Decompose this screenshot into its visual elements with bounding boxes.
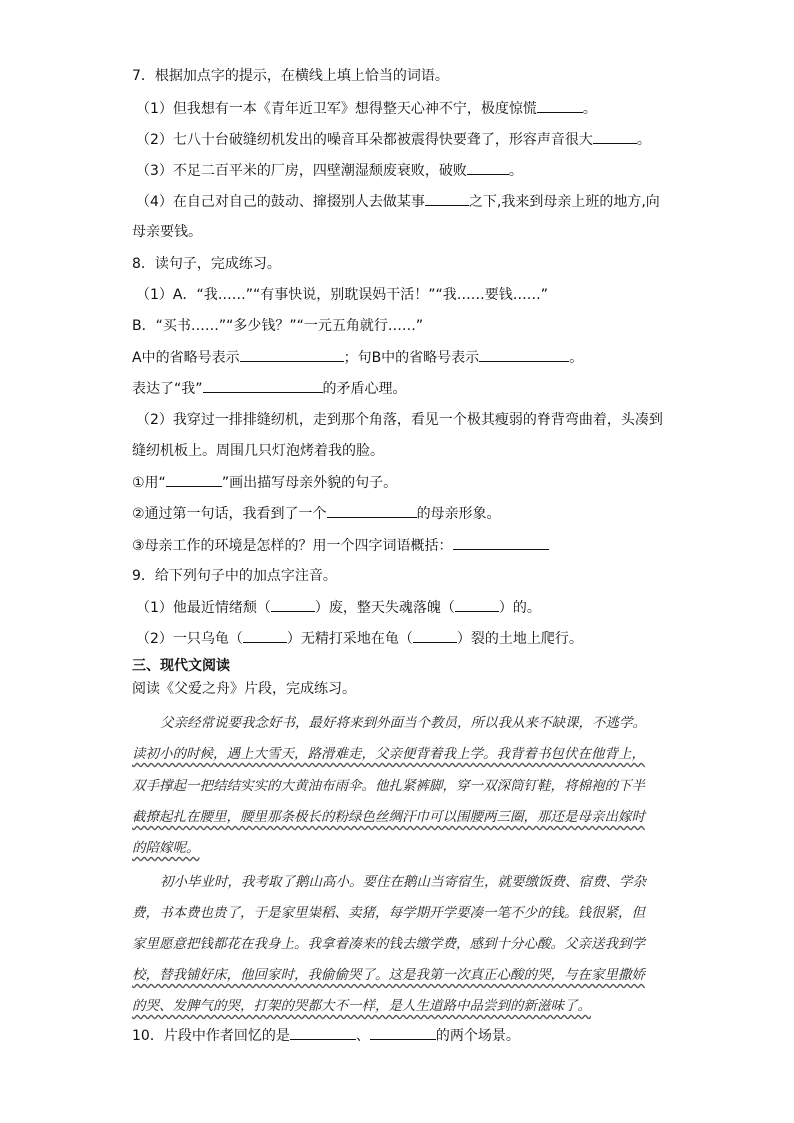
q8-contradiction-question: 表达了“我” 的矛盾心理。 (132, 378, 407, 399)
passage-p1-line4: 截撩起扎在腰里，腰里那条极长的粉绿色丝绸汗巾可以围腰两三圈，那还是母亲出嫁时 (132, 809, 645, 825)
answer-blank[interactable] (467, 160, 509, 175)
q8-ellipsis-question: A中的省略号表示 ；句B中的省略号表示 。 (132, 347, 583, 368)
q8-sub2-line1: （2）我穿过一排排缝纫机，走到那个角落，看见一个极其瘦弱的脊背弯曲着，头凑到 (136, 412, 663, 428)
answer-blank[interactable] (243, 628, 287, 643)
q8-sub1-a: （1）A．“我……”“有事快说，别耽误妈干活！”“我……要钱……” (136, 287, 549, 303)
answer-blank[interactable] (453, 535, 549, 550)
passage-p2-line4: 校，替我铺好床，他回家时，我偷偷哭了。这是我第一次真正心酸的哭，与在家里撒娇 (132, 967, 645, 983)
answer-blank[interactable] (240, 347, 344, 362)
passage-p1-line1: 父亲经常说要我念好书，最好将来到外面当个教员，所以我从来不缺课，不逃学。 (160, 715, 646, 731)
answer-blank[interactable] (479, 347, 569, 362)
answer-blank[interactable] (425, 191, 469, 206)
q7-item-2: （2）七八十台破缝纫机发出的噪音耳朵都被震得快要聋了，形容声音很大 。 (136, 129, 651, 150)
answer-blank[interactable] (370, 1025, 436, 1040)
q10: 10．片段中作者回忆的是 、 的两个场景。 (132, 1025, 520, 1046)
q9-title: 9．给下列句子中的加点字注音。 (132, 568, 337, 584)
passage-p1-line3: 双手撑起一把结结实实的大黄油布雨伞。他扎紧裤脚，穿一双深筒钉鞋，将棉袍的下半 (132, 778, 645, 794)
answer-blank[interactable] (455, 597, 499, 612)
q9-item-1: （1）他最近情绪颓（ ）废，整天失魂落魄（ ）的。 (136, 597, 541, 618)
passage-p2-line5: 的哭、发脾气的哭，打架的哭都大不一样，是人生道路中品尝到的新滋味了。 (132, 998, 591, 1014)
q8-circle2: ②通过第一句话，我看到了一个 的母亲形象。 (132, 503, 501, 524)
answer-blank[interactable] (593, 129, 637, 144)
answer-blank[interactable] (166, 472, 222, 487)
q7-item-4-continued: 母亲要钱。 (132, 224, 202, 240)
passage-p2-line3: 家里愿意把钱都花在我身上。我拿着凑来的钱去缴学费，感到十分心酸。父亲送我到学 (132, 936, 645, 952)
q8-title: 8．读句子，完成练习。 (132, 256, 281, 272)
answer-blank[interactable] (203, 378, 323, 393)
section-heading: 三、现代文阅读 (132, 658, 230, 674)
passage-p2-line2: 费，书本费也贵了，于是家里粜稻、卖猪，每学期开学要凑一笔不少的钱。钱很紧，但 (132, 905, 645, 921)
q7-item-3: （3）不足二百平米的厂房，四壁潮湿颓废衰败，破败 。 (136, 160, 523, 181)
answer-blank[interactable] (271, 597, 315, 612)
passage-p1-line5: 的陪嫁呢。 (132, 840, 200, 856)
q9-item-2: （2）一只乌龟（ ）无精打采地在龟（ ）裂的土地上爬行。 (136, 628, 583, 649)
q8-circle3: ③母亲工作的环境是怎样的？用一个四字词语概括： (132, 535, 549, 556)
q7-title: 7．根据加点字的提示，在横线上填上恰当的词语。 (132, 68, 449, 84)
answer-blank[interactable] (413, 628, 457, 643)
q7-item-4: （4）在自己对自己的鼓动、撺掇别人去做某事 之下,我来到母亲上班的地方,向 (136, 191, 660, 212)
answer-blank[interactable] (537, 98, 583, 113)
reading-intro: 阅读《父爱之舟》片段，完成练习。 (132, 681, 356, 697)
passage-p2-line1: 初小毕业时，我考取了鹅山高小。要住在鹅山当寄宿生，就要缴饭费、宿费、学杂 (160, 874, 646, 890)
q8-circle1: ①用“ ”画出描写母亲外貌的句子。 (132, 472, 397, 493)
q8-sub2-line2: 缝纫机板上。周围几只灯泡烤着我的脸。 (132, 443, 384, 459)
q8-sub1-b: B．“买书……”“多少钱？”“一元五角就行……” (132, 318, 424, 334)
passage-p1-line2: 读初小的时候，遇上大雪天，路滑难走，父亲便背着我上学。我背着书包伏在他背上， (132, 746, 645, 762)
q7-item-1: （1）但我想有一本《青年近卫军》想得整天心神不宁，极度惊慌 。 (136, 98, 597, 119)
answer-blank[interactable] (290, 1025, 356, 1040)
answer-blank[interactable] (327, 503, 417, 518)
